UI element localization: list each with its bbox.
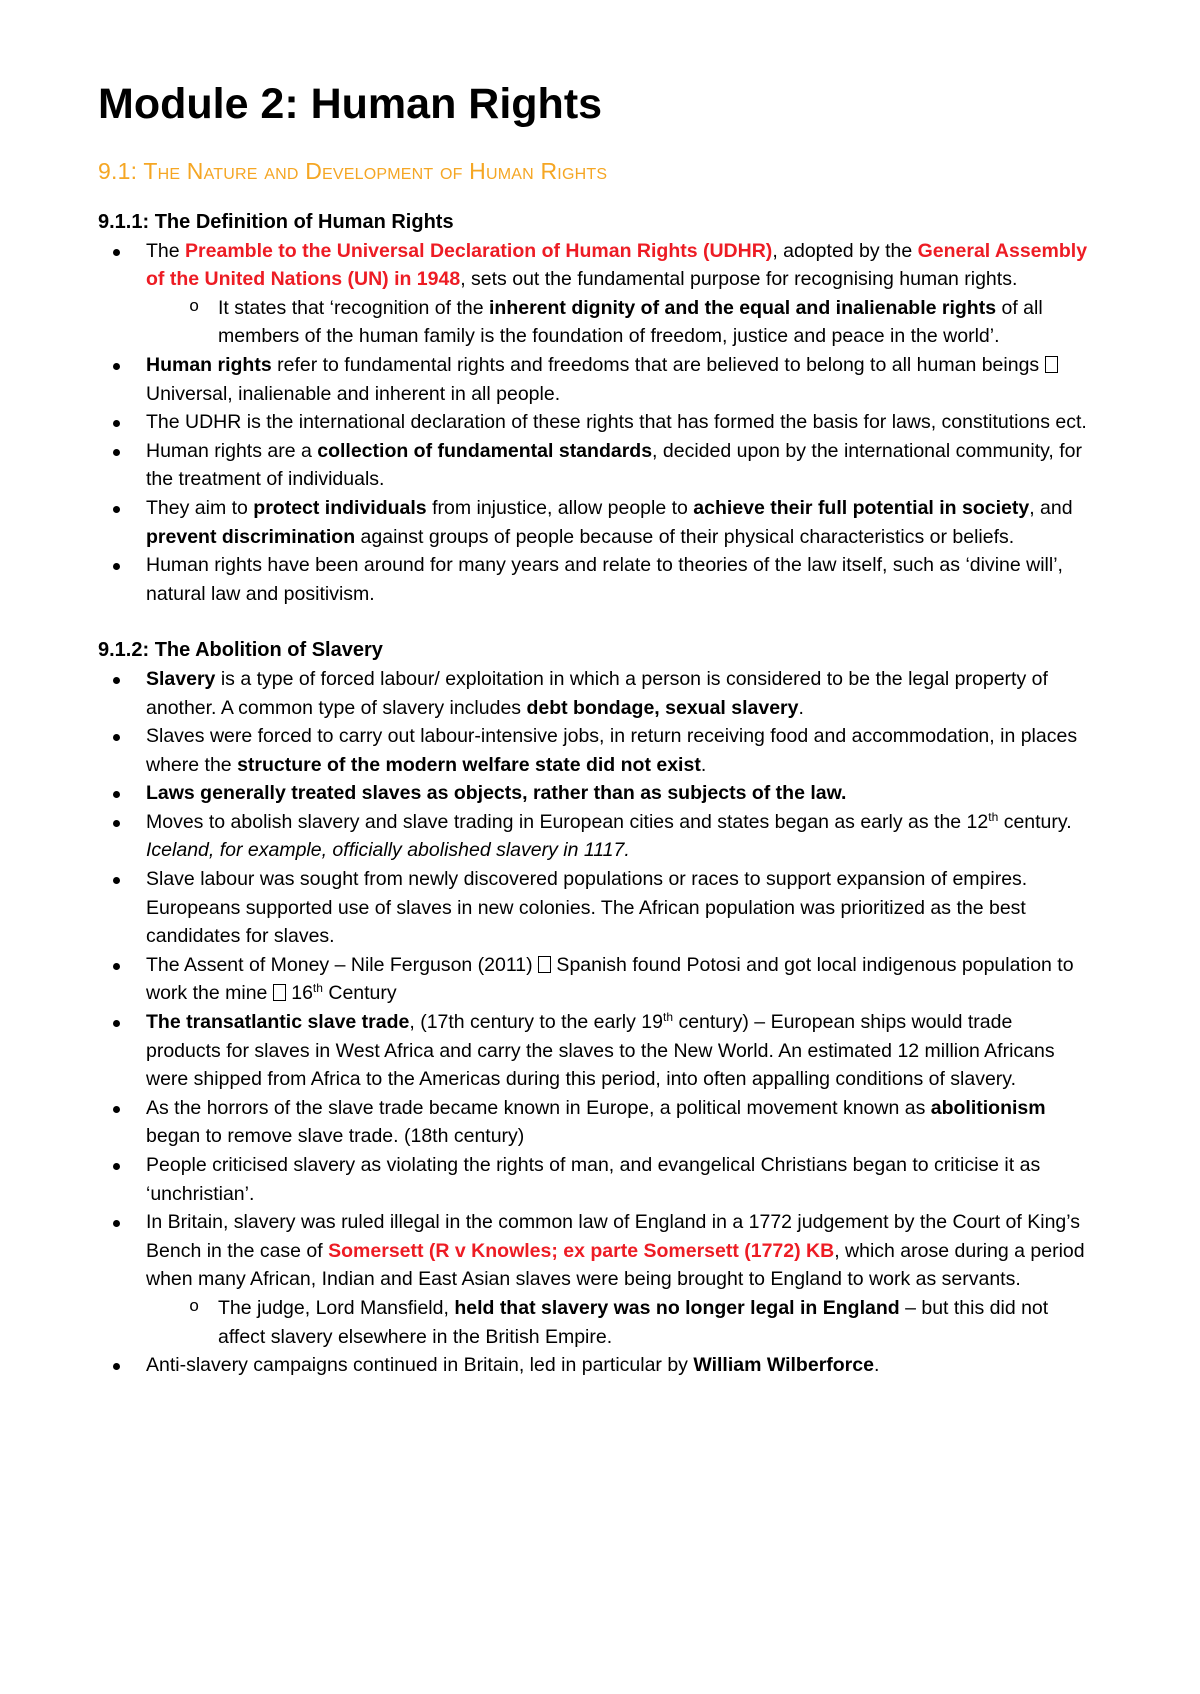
list-item: The transatlantic slave trade, (17th century to the early 19th century) – European ships would trade products for slaves in West Africa and carry the slaves to the New World. An estimated 12 million Africans were shipped from Africa to the Americas during this period, into often appalling conditions of slavery. — [98, 1008, 1088, 1094]
list-item: Moves to abolish slavery and slave trading in European cities and states began as early as the 12th century. Iceland, for example, officially abolished slavery in 1117. — [98, 808, 1088, 865]
sub-list-item: o The judge, Lord Mansfield, held that slavery was no longer legal in England – but this did not affect slavery elsewhere in the British Empire. — [146, 1294, 1088, 1351]
sub-bullet-marker: o — [189, 1297, 200, 1317]
list-item: The Assent of Money – Nile Ferguson (2011) Spanish found Potosi and got local indigenous population to work the mine 16th Century — [98, 951, 1088, 1008]
list-item: Slavery is a type of forced labour/ exploitation in which a person is considered to be the legal property of another. A common type of slavery includes debt bondage, sexual slavery. — [98, 665, 1088, 722]
list-item: Laws generally treated slaves as objects, rather than as subjects of the law. — [98, 779, 1088, 808]
list-item: They aim to protect individuals from injustice, allow people to achieve their full potential in society, and prevent discrimination against groups of people because of their physical characteristics or beliefs. — [98, 494, 1088, 551]
list-item: In Britain, slavery was ruled illegal in the common law of England in a 1772 judgement by the Court of King’s Bench in the case of Somersett (R v Knowles; ex parte Somersett (1772) KB, which arose during a period when many African, Indian and East Asian slaves were being brought to England to work as servants. o The judge, Lord Mansfield, held that slavery was no longer legal in England – but this did not affect slavery elsewhere in the British Empire. — [98, 1208, 1088, 1351]
list-item: The Preamble to the Universal Declaration of Human Rights (UDHR), adopted by the General Assembly of the United Nations (UN) in 1948, sets out the fundamental purpose for recognising human rights. o It states that ‘recognition of the inherent dignity of and the equal and inalienable rights of all members of the human family is the foundation of freedom, justice and peace in the world’. — [98, 237, 1088, 351]
definition-bullet-list — [98, 237, 1088, 609]
missing-glyph-icon — [273, 984, 286, 1001]
un-general-assembly-highlight: General Assembly of the United Nations (UN) in 1948 — [146, 239, 1088, 291]
section-heading-abolition: 9.1.2: The Abolition of Slavery — [98, 639, 383, 662]
sub-bullet-marker: o — [189, 297, 200, 317]
list-item: As the horrors of the slave trade became known in Europe, a political movement known as abolitionism began to remove slave trade. (18th century) — [98, 1094, 1088, 1151]
list-item: Human rights have been around for many years and relate to theories of the law itself, such as ‘divine will’, natural law and positivism. — [98, 551, 1088, 608]
sub-list-item: o It states that ‘recognition of the inherent dignity of and the equal and inalienable rights of all members of the human family is the foundation of freedom, justice and peace in the world’. — [146, 294, 1088, 351]
missing-glyph-icon — [1045, 356, 1058, 373]
list-item: Anti-slavery campaigns continued in Britain, led in particular by William Wilberforce. — [98, 1351, 1088, 1380]
missing-glyph-icon — [538, 956, 551, 973]
udhr-preamble-highlight: Preamble to the Universal Declaration of Human Rights (UDHR) — [185, 239, 773, 262]
abolition-bullet-list — [98, 665, 1088, 1380]
list-item: People criticised slavery as violating the rights of man, and evangelical Christians began to criticise it as ‘unchristian’. — [98, 1151, 1088, 1208]
somersett-case-highlight: Somersett (R v Knowles; ex parte Somersett (1772) KB — [328, 1239, 835, 1262]
chapter-heading: 9.1: The Nature and Development of Human Rights — [98, 158, 608, 184]
module-title: Module 2: Human Rights — [98, 80, 603, 128]
list-item: Slaves were forced to carry out labour-intensive jobs, in return receiving food and accommodation, in places where the structure of the modern welfare state did not exist. — [98, 722, 1088, 779]
list-item: Human rights refer to fundamental rights and freedoms that are believed to belong to all human beings Universal, inalienable and inherent in all people. — [98, 351, 1088, 408]
sub-list — [146, 294, 1088, 351]
list-item: Human rights are a collection of fundamental standards, decided upon by the international community, for the treatment of individuals. — [98, 437, 1088, 494]
sub-list — [146, 1294, 1088, 1351]
list-item: Slave labour was sought from newly discovered populations or races to support expansion of empires. Europeans supported use of slaves in new colonies. The African population was prioritized as the best candidates for slaves. — [98, 865, 1088, 951]
section-heading-definition: 9.1.1: The Definition of Human Rights — [98, 211, 454, 233]
list-item: The UDHR is the international declaration of these rights that has formed the basis for laws, constitutions ect. — [98, 408, 1088, 437]
